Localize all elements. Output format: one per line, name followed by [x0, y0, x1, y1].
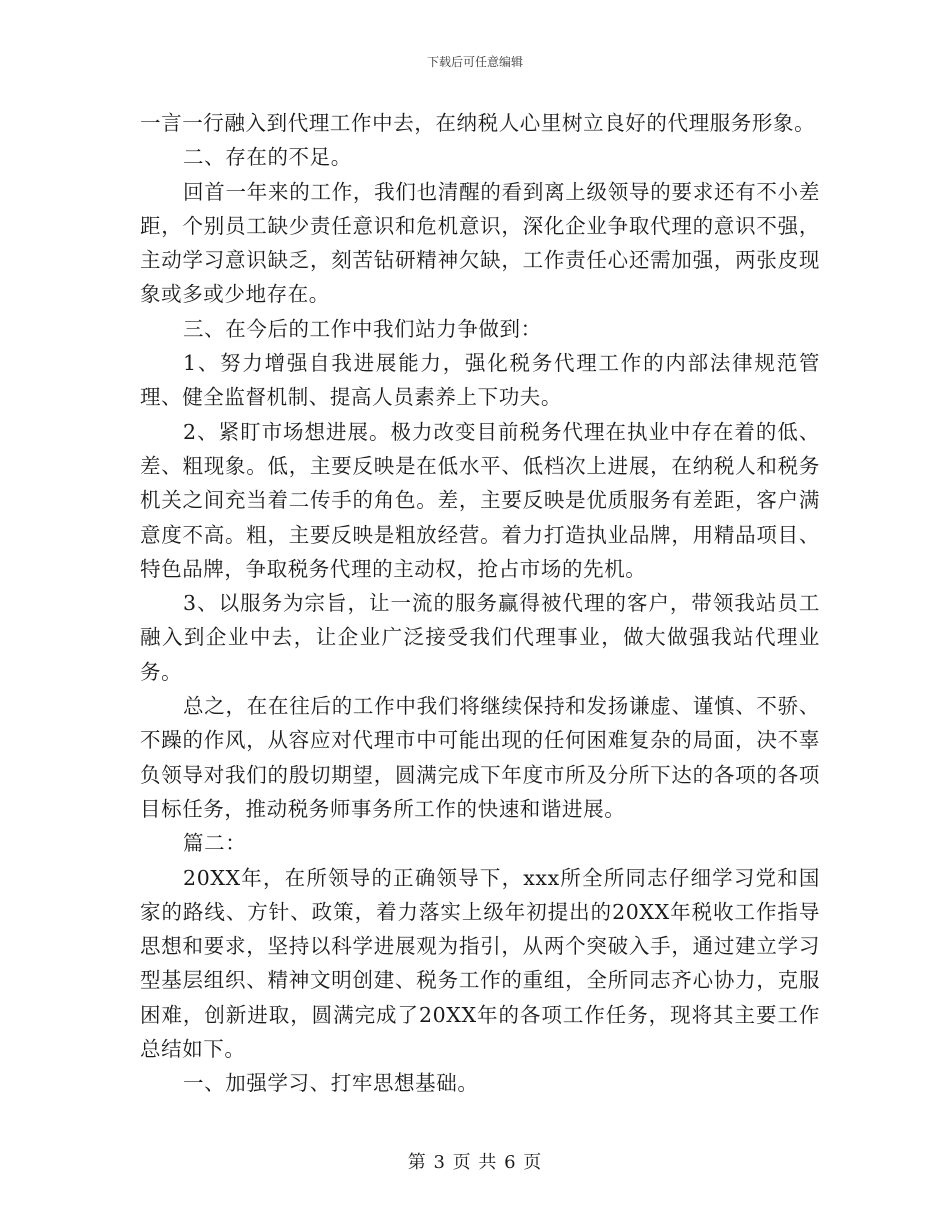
- list-item: 2、紧盯市场想进展。极力改变目前税务代理在执业中存在着的低、差、粗现象。低，主要反映是在低水平、低档次上进展，在纳税人和税务机关之间充当着二传手的角色。差，主要反映是优质服务有差距，客户满意度不高。粗，主要反映是粗放经营。着力打造执业品牌，用精品项目、特色品牌，争取税务代理的主动权，抢占市场的先机。: [140, 419, 820, 581]
- paragraph: 回首一年来的工作，我们也清醒的看到离上级领导的要求还有不小差距，个别员工缺少责任意识和危机意识，深化企业争取代理的意识不强，主动学习意识缺乏，刻苦钻研精神欠缺，工作责任心还需加强，两张皮现象或多或少地存在。: [140, 179, 820, 307]
- paragraph: 总之，在在往后的工作中我们将继续保持和发扬谦虚、谨慎、不骄、不躁的作风，从容应对代理市中可能出现的任何困难复杂的局面，决不辜负领导对我们的殷切期望，圆满完成下年度市所及分所下达的各项的各项目标任务，推动税务师事务所工作的快速和谐进展。: [140, 694, 820, 821]
- page-header: 下载后可任意编辑: [426, 55, 523, 69]
- section-heading-shortcomings: 二、存在的不足。: [183, 145, 352, 170]
- document-body: [140, 106, 820, 1101]
- paragraph: 一言一行融入到代理工作中去，在纳税人心里树立良好的代理服务形象。: [140, 111, 816, 135]
- paragraph: 20XX年，在所领导的正确领导下，xxx所全所同志仔细学习党和国家的路线、方针、政策，着力落实上级年初提出的20XX年税收工作指导思想和要求，坚持以科学进展观为指引，从两个突破入手，通过建立学习型基层组织、精神文明创建、税务工作的重组，全所同志齐心协力，克服困难，创新进取，圆满完成了20XX年的各项工作任务，现将其主要工作总结如下。: [140, 865, 820, 1062]
- list-item: 1、努力增强自我进展能力，强化税务代理工作的内部法律规范管理、健全监督机制、提高人员素养上下功夫。: [140, 351, 820, 410]
- page-footer: 第 3 页 共 6 页: [407, 1152, 543, 1173]
- section-heading-study: 一、加强学习、打牢思想基础。: [183, 1071, 479, 1096]
- section-heading-part-two: 篇二：: [183, 831, 247, 856]
- section-heading-future-goals: 三、在今后的工作中我们站力争做到：: [183, 316, 542, 341]
- list-item: 3、以服务为宗旨，让一流的服务赢得被代理的客户，带领我站员工融入到企业中去，让企业广泛接受我们代理事业，做大做强我站代理业务。: [140, 591, 820, 684]
